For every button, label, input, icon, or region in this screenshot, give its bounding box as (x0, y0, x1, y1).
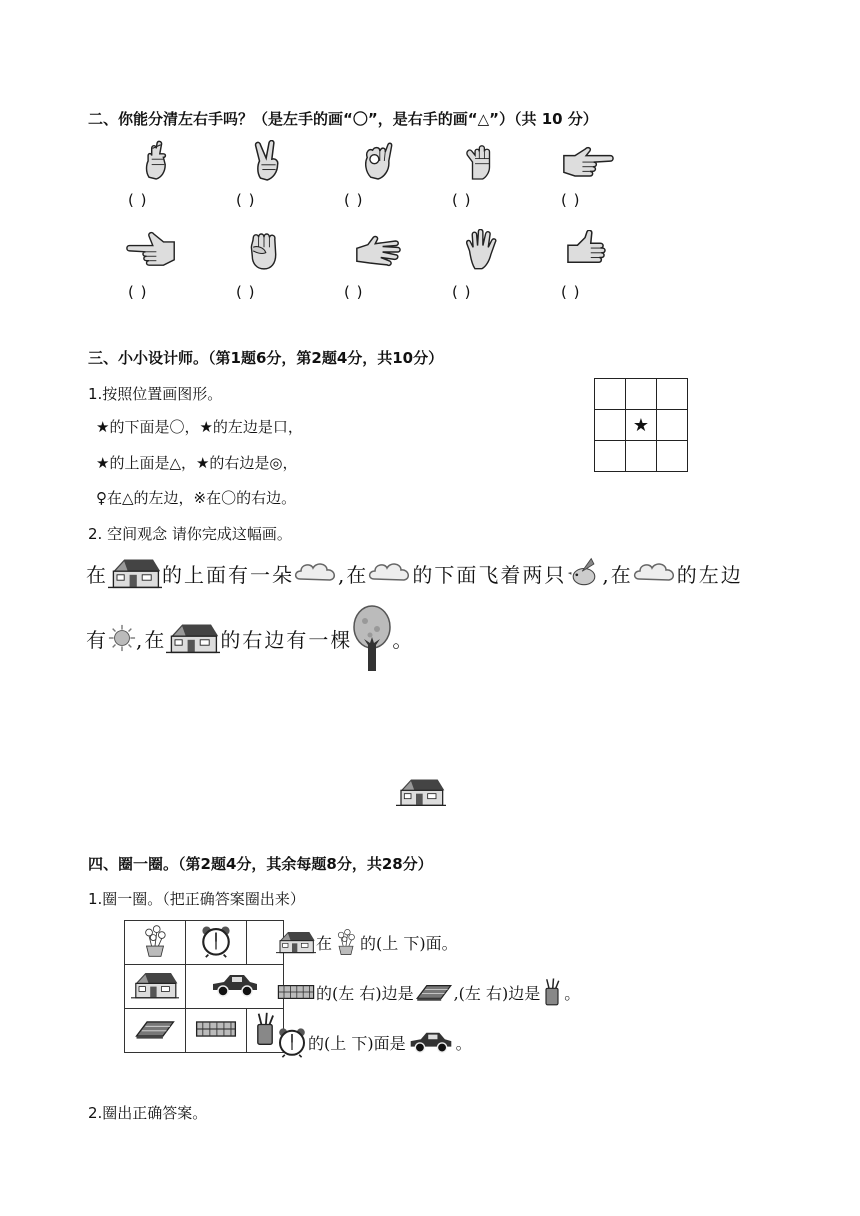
answer-blank[interactable]: ( ) (128, 283, 148, 301)
question-title: 1.圈一圈。（把正确答案圈出来） (88, 890, 305, 908)
circle-question-c (276, 1024, 472, 1060)
question-text[interactable]: 的(上 下)面是 (308, 1033, 406, 1053)
thumbs-up-hand-icon (566, 230, 606, 268)
clock-icon (199, 924, 233, 958)
grid-cell (186, 965, 284, 1009)
grid-cell[interactable] (657, 410, 688, 441)
pencil-box-icon (194, 1018, 238, 1040)
question-title: 1.按照位置画图形。 (88, 385, 223, 403)
grid-cell-center-star: ★ (626, 410, 657, 441)
story-text: 有 (86, 627, 108, 652)
pointing-left-hand-icon (126, 230, 176, 270)
grid-cell (125, 1009, 186, 1053)
answer-blank[interactable]: ( ) (236, 191, 256, 209)
story-text: 。 (392, 627, 415, 652)
grid-cell[interactable] (657, 441, 688, 472)
sun-icon (108, 624, 136, 652)
circle-question-b (276, 974, 580, 1010)
story-text: 的右边有一棵 (220, 627, 353, 652)
house-icon (396, 776, 446, 808)
story-text: 的左边 (676, 562, 743, 587)
house-icon (166, 620, 220, 656)
grid-cell[interactable] (595, 441, 626, 472)
house-icon (108, 555, 162, 591)
grid-cell[interactable] (626, 441, 657, 472)
car-icon (210, 972, 260, 998)
story-text: 的下面飞着两只 (412, 562, 567, 587)
house-icon (276, 928, 316, 956)
tree-icon (352, 605, 392, 671)
picture-grid (124, 920, 284, 1053)
crossed-fingers-hand-icon (140, 140, 176, 182)
bird-icon (566, 553, 602, 593)
question-text[interactable]: 的(上 下)面。 (360, 933, 458, 953)
grid-cell[interactable] (626, 379, 657, 410)
story-text: ,在 (338, 562, 369, 587)
answer-blank[interactable]: ( ) (452, 283, 472, 301)
grid-cell (186, 1009, 247, 1053)
flowers-icon (138, 924, 172, 958)
answer-blank[interactable]: ( ) (561, 191, 581, 209)
pointing-right-hand-icon (562, 146, 614, 180)
question-text: 在 (316, 933, 333, 953)
victory-hand-icon (250, 140, 288, 182)
answer-blank[interactable]: ( ) (236, 283, 256, 301)
answer-blank[interactable]: ( ) (128, 191, 148, 209)
pen-holder-icon (251, 1011, 279, 1047)
answer-blank[interactable]: ( ) (561, 283, 581, 301)
book-icon (133, 1018, 177, 1040)
grid-cell[interactable] (595, 410, 626, 441)
answer-blank[interactable]: ( ) (344, 283, 364, 301)
drawing-grid[interactable] (594, 378, 688, 472)
grid-cell (186, 921, 247, 965)
cloud-icon (368, 561, 412, 585)
book-icon (414, 981, 454, 1003)
clock-icon (276, 1026, 308, 1058)
story-text: ,在 (602, 562, 633, 587)
fist-pointing-hand-icon (464, 142, 498, 182)
answer-blank[interactable]: ( ) (344, 191, 364, 209)
question-text: 。 (564, 983, 581, 1003)
pen-holder-icon (540, 977, 564, 1007)
open-palm-hand-icon (466, 229, 498, 271)
cloud-icon (294, 561, 338, 585)
instruction-line: ♀在△的左边，※在〇的右边。 (96, 489, 297, 507)
question-text[interactable]: ,(左 右)边是 (453, 983, 541, 1003)
house-icon (131, 970, 179, 1000)
car-icon (406, 1030, 456, 1054)
ok-hand-icon (360, 140, 396, 182)
question-title: 2.圈出正确答案。 (88, 1104, 208, 1122)
grid-cell[interactable] (657, 379, 688, 410)
pencil-box-icon (276, 981, 316, 1003)
grid-cell[interactable] (595, 379, 626, 410)
instruction-line: ★的上面是△，★的右边是◎， (96, 454, 298, 472)
flowers-icon (332, 927, 360, 957)
story-text: 在 (86, 562, 108, 587)
grid-cell (125, 965, 186, 1009)
story-line-2 (86, 604, 414, 672)
open-hand-sideways-icon (355, 235, 401, 269)
question-title: 2. 空间观念 请你完成这幅画。 (88, 525, 292, 543)
story-text: ,在 (136, 627, 167, 652)
cloud-icon (633, 561, 677, 585)
section2-title: 二、你能分清左右手吗？（是左手的画“〇”，是右手的画“△”）（共 10 分） (88, 110, 598, 128)
instruction-line: ★的下面是〇，★的左边是口， (96, 418, 303, 436)
answer-blank[interactable]: ( ) (452, 191, 472, 209)
circle-question-a (276, 924, 458, 960)
section4-title: 四、圈一圈。（第2题4分，其余每题8分，共28分） (88, 855, 433, 873)
fist-hand-icon (246, 228, 282, 272)
question-text[interactable]: 的(左 右)边是 (316, 983, 414, 1003)
section3-title: 三、小小设计师。（第1题6分，第2题4分，共10分） (88, 349, 444, 367)
grid-cell (125, 921, 186, 965)
story-text: 的上面有一朵 (162, 562, 294, 587)
question-text: 。 (455, 1033, 472, 1053)
story-line-1 (86, 551, 743, 595)
